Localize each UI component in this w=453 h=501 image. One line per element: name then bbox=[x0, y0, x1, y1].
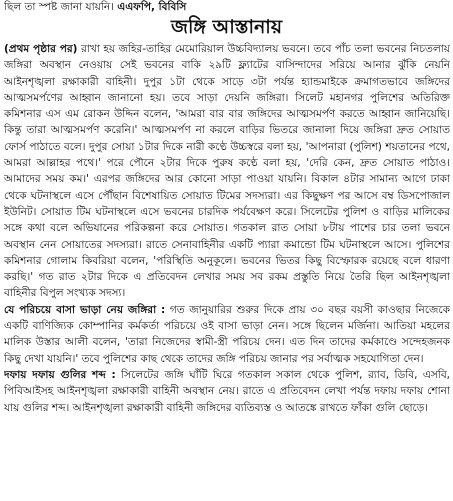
article-paragraph bbox=[4, 302, 450, 367]
article-headline: জঙ্গি আস্তানায় bbox=[170, 16, 283, 38]
subheading: দফায় দফায় গুলির শব্দ : bbox=[4, 368, 116, 381]
paragraph-text: সিলেটের জঙ্গি ঘাঁটি ঘিরে গতকাল সকাল থেকে পুলিশ, র‍্যাব, ডিবি, এসবি, পিবিআইসহ আইনশৃঙ্খলা রক্ষাকারী বাহিনী অবস্থান নেয়। রাতে এ প্রতিবেদন লেখা পর্যন্ত দফায় দফায় শোনা যায় গুলির শব্দ। আইনশৃঙ্খলা রক্ষাকারী বাহিনী জঙ্গিদের ব্যতিব্যস্ত ও আতঙ্কে রাখতে ফাঁকা গুলি ছোড়ে। bbox=[4, 368, 450, 414]
news-source-credit: এএফপি, বিবিসি bbox=[117, 1, 187, 13]
subheading: যে পরিচয়ে বাসা ভাড়া নেয় জঙ্গিরা : bbox=[4, 303, 166, 316]
article-paragraph bbox=[4, 41, 450, 302]
previous-article-tail bbox=[4, 0, 449, 14]
paragraph-text: গত জানুয়ারির শুরুর দিকে প্রায় ৩০ বছর বয়সী কাওছার নিজেকে একটি বাণিজ্যিক কোম্পানির কর্মকর্তা পরিচয়ে ওই বাসা ভাড়া নেন। সঙ্গে ছিলেন মর্জিনা। আতিয়া মহলের মালিক উস্তার আলী বলেন, 'তারা নিজেদের স্বামী-স্ত্রী পরিচয় দেন। এত দিন তাদের কর্মকাণ্ডে সন্দেহজনক কিছু দেখা যায়নি।' তবে পুলিশের কাছ থেকে তাদের জঙ্গি পরিচয় জানার পর সর্বাত্মক সহযোগিতা দেন। bbox=[4, 303, 450, 365]
paragraph-text: রাখা হয় জহির-তাহির মেমোরিয়াল উচ্চবিদ্যালয় ভবনে। তবে পাঁচ তলা ভবনের নিচতলায় জঙ্গিরা অবস্থান নেওয়ায় সেই ভবনের বাকি ২৯টি ফ্ল্যাটের বাসিন্দাদের সরিয়ে আনার ঝুঁকি নেয়নি আইনশৃঙ্খলা রক্ষাকারী বাহিনী। দুপুর ১টা থেকে সাড়ে ৩টা পর্যন্ত হ্যান্ডমাইকে ক্রমাগতভাবে জঙ্গিদের আত্মসমর্পণের আহ্বান জানানো হয়। তবে সাড়া দেয়নি জঙ্গিরা। সিলেট মহানগর পুলিশের অতিরিক্ত কমিশনার এস এম রোকন উদ্দিন বলেন, 'আমরা বার বার জঙ্গিদের আত্মসমর্পণ করতে আহ্বান জানিয়েছি। কিন্তু তারা আত্মসমর্পণ করেনি।' আত্মসমর্পণ না করলে বাড়ির ভিতরে জানালা দিয়ে জঙ্গিরা দ্রুত সোয়াত ফোর্স পাঠাতে বলে। দুপুর সোয়া ১টার দিকে নারী কণ্ঠে উচ্চস্বরে বলা হয়, 'আপনারা (পুলিশ) শয়তানের পথে, আমরা আল্লাহর পথে।' পরে পৌনে ২টার দিকে পুরুষ কণ্ঠে বলা হয়, 'দেরি কেন, দ্রুত সোয়াত পাঠাও। আমাদের সময় কম।' এরপর জঙ্গিদের আর কোনো সাড়া পাওয়া যায়নি। বিকাল ৪টার সামান্য আগে ঢাকা থেকে ঘটনাস্থলে এসে পৌঁছান বিশেষায়িত সোয়াত টিমের সদস্যরা। এর কিছুক্ষণ পর আসে বম্ব ডিসপোজাল ইউনিট। সোয়াত টিম ঘটনাস্থলে এসে ভবনের চারদিক পর্যবেক্ষণ করে। সিলেটের পুলিশ ও বাড়ির মালিকের সঙ্গে কথা বলে অভিযানের পরিকল্পনা করে সোয়াত। গতকাল রাত সোয়া ৮টায় পাশের চার তলা ভবনে অবস্থান নেন সোয়াতের সদস্যরা। রাতে সেনাবাহিনীর একটি প্যারা কমান্ডো টিম ঘটনাস্থলে আসে। পুলিশের কমিশনার গোলাম কিবরিয়া বলেন, 'পরিস্থিতি অনুকূলে। ভবনের ভিতর কিছু বিস্ফোরক রয়েছে বলে ধারণা করছি।' গত রাত ২টার দিকে এ প্রতিবেদন লেখার সময় সব রকম প্রস্তুতি নিয়ে তৈরি ছিল আইনশৃঙ্খলা বাহিনীর বিপুল সংখ্যক সদস্য। bbox=[4, 43, 450, 300]
continuation-marker: (প্রথম পৃষ্ঠার পর) bbox=[4, 43, 78, 55]
article-body bbox=[4, 41, 450, 499]
article-paragraph bbox=[4, 367, 450, 416]
previous-article-text: ছিল তা স্পষ্ট জানা যায়নি। bbox=[4, 1, 114, 13]
